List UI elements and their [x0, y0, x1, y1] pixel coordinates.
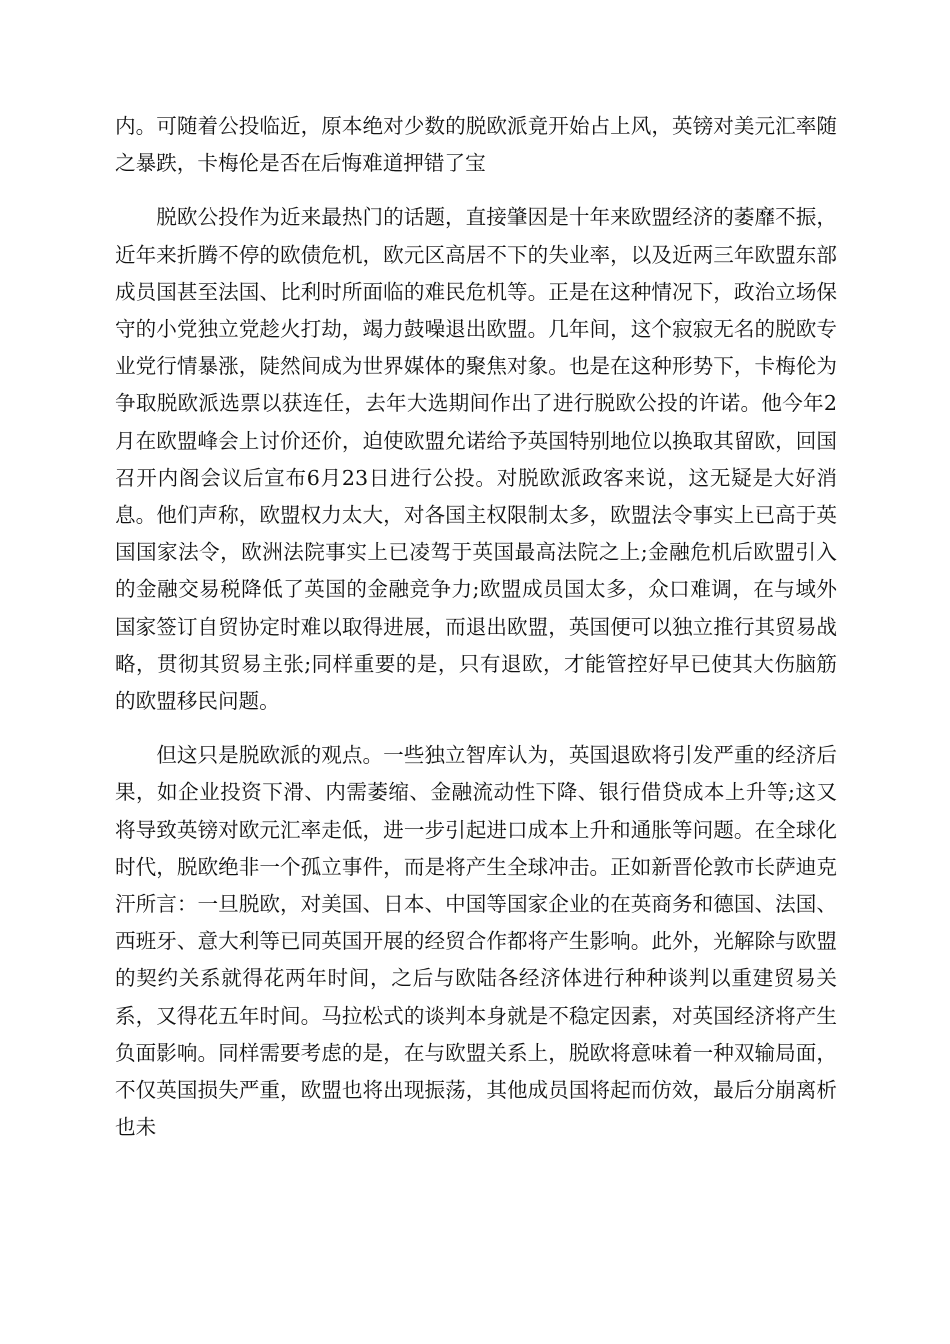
paragraph-continuation: 内。可随着公投临近，原本绝对少数的脱欧派竟开始占上风，英镑对美元汇率随之暴跌，卡梅伦是否在后悔难道押错了宝 [115, 114, 837, 176]
paragraph-referendum-background: 脱欧公投作为近来最热门的话题，直接肇因是十年来欧盟经济的萎靡不振，近年来折腾不停的欧债危机，欧元区高居不下的失业率，以及近两三年欧盟东部成员国甚至法国、比利时所面临的难民危机等。正是在这种情况下，政治立场保守的小党独立党趁火打劫，竭力鼓噪退出欧盟。几年间，这个寂寂无名的脱欧专业党行情暴涨，陡然间成为世界媒体的聚焦对象。也是在这种形势下，卡梅伦为争取脱欧派选票以获连任，去年大选期间作出了进行脱欧公投的许诺。他今年2月在欧盟峰会上讨价还价，迫使欧盟允诺给予英国特别地位以换取其留欧，回国召开内阁会议后宣布6月23日进行公投。对脱欧派政客来说，这无疑是大好消息。他们声称，欧盟权力太大，对各国主权限制太多，欧盟法令事实上已高于英国国家法令，欧洲法院事实上已凌驾于英国最高法院之上;金融危机后欧盟引入的金融交易税降低了英国的金融竞争力;欧盟成员国太多，众口难调，在与域外国家签订自贸协定时难以取得进展，而退出欧盟，英国便可以独立推行其贸易战略，贯彻其贸易主张;同样重要的是，只有退欧，才能管控好早已使其大伤脑筋的欧盟移民问题。 [115, 205, 837, 714]
paragraph-economic-consequences: 但这只是脱欧派的观点。一些独立智库认为，英国退欧将引发严重的经济后果，如企业投资下滑、内需萎缩、金融流动性下降、银行借贷成本上升等;这又将导致英镑对欧元汇率走低，进一步引起进口成本上升和通胀等问题。在全球化时代，脱欧绝非一个孤立事件，而是将产生全球冲击。正如新晋伦敦市长萨迪克汗所言：一旦脱欧，对美国、日本、中国等国家企业的在英商务和德国、法国、西班牙、意大利等已同英国开展的经贸合作都将产生影响。此外，光解除与欧盟的契约关系就得花两年时间，之后与欧陆各经济体进行种种谈判以重建贸易关系，又得花五年时间。马拉松式的谈判本身就是不稳定因素，对英国经济将产生负面影响。同样需要考虑的是，在与欧盟关系上，脱欧将意味着一种双输局面，不仅英国损失严重，欧盟也将出现振荡，其他成员国将起而仿效，最后分崩离析也未 [115, 743, 837, 1140]
document-page [115, 108, 837, 1146]
